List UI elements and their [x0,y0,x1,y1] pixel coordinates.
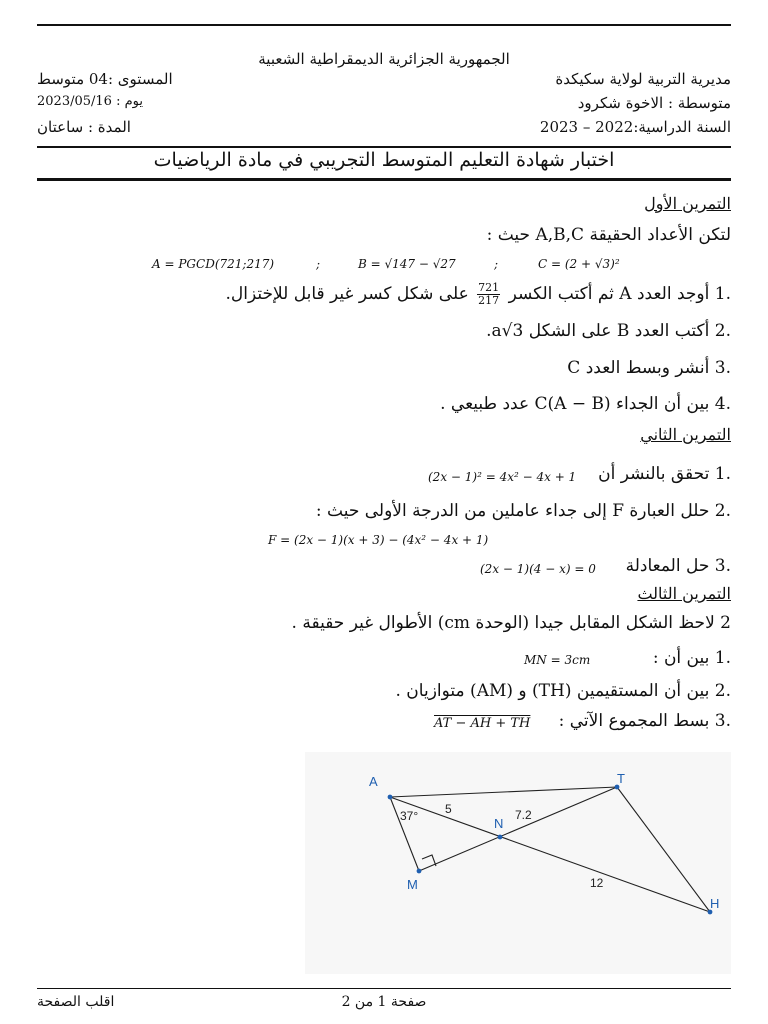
exercise-3-question-2 [395,681,731,701]
level: المستوى :04 متوسط [37,70,173,88]
question-number: .1 [714,464,731,484]
question-number: .2 [714,321,731,341]
question-number: .3 [714,358,731,378]
point-m [417,869,422,874]
duration: المدة : ساعتان [37,118,131,136]
republic-line: الجمهورية الجزائرية الديمقراطية الشعبية [258,50,510,68]
question-number: .1 [714,284,731,304]
fraction-numerator: 721 [478,281,500,294]
exercise-3-question-1 [653,648,731,668]
exercise-3-heading: التمرين الثالث [637,584,731,603]
identity-formula: (2x − 1)² = 4x² − 4x + 1 [428,470,577,484]
question-number: .4 [714,394,731,414]
exercise-1-intro: لتكن الأعداد الحقيقة A,B,C حيث : [486,225,731,245]
question-number: .3 [714,556,731,576]
geometry-figure [305,752,731,974]
exercise-2-question-2 [316,501,731,521]
question-text-end: على شكل كسر غير قابل للإختزال. [225,284,469,304]
footer-rule [37,988,731,989]
vector-sum: AT − AH + TH [434,716,531,731]
length-nh-label: 12 [590,876,604,890]
question-text: حلل العبارة F إلى جداء عاملين من الدرجة الأولى حيث : [315,501,710,521]
title-top-rule [37,146,731,148]
question-text: بسط المجموع الآتي : [558,711,710,731]
question-text: أوجد العدد A ثم أكتب الكسر [508,284,710,304]
separator-1: ; [316,257,321,271]
separator-2: ; [494,257,499,271]
exam-date: يوم : 2023/05/16 [37,94,143,109]
turn-page-note: اقلب الصفحة [37,994,115,1010]
question-text: أنشر وبسط العدد C [567,358,710,378]
question-text: بين أن المستقيمين (TH) و (AM) متوازيان . [395,681,710,701]
definition-c: C = (2 + √3)² [538,257,620,271]
point-n [498,835,503,840]
label-point-a: A [369,774,378,789]
exercise-3-intro: 2 لاحظ الشكل المقابل جيدا (الوحدة cm) الأطوال غير حقيقة . [291,613,731,633]
exercise-2-question-3 [626,556,731,576]
school-name: متوسطة : الاخوة شكرود [577,94,731,112]
page-number: صفحة 1 من 2 [341,994,427,1010]
question-text: تحقق بالنشر أن [598,464,710,484]
fraction [477,282,500,307]
exercise-3-question-3 [559,711,731,731]
fraction-denominator: 217 [478,294,500,307]
exercise-1-question-3 [567,358,731,378]
definition-b: B = √147 − √27 [358,257,456,271]
question-number: .2 [714,501,731,521]
school-year: السنة الدراسية:2022 – 2023 [539,118,731,136]
label-point-t: T [617,771,625,786]
question-number: .2 [714,681,731,701]
exam-title: اختبار شهادة التعليم المتوسط التجريبي في مادة الرياضيات [153,149,615,171]
question-number: .3 [714,711,731,731]
exercise-1-heading: التمرين الأول [644,194,731,213]
angle-label: 37° [400,809,419,823]
question-text: بين أن الجداء C(A − B) عدد طبيعي . [440,394,710,414]
equation: (2x − 1)(4 − x) = 0 [480,562,596,576]
expression-f: F = (2x − 1)(x + 3) − (4x² − 4x + 1) [268,533,489,547]
exercise-2-heading: التمرين الثاني [640,425,731,444]
question-text: حل المعادلة [625,556,710,576]
exercise-1-question-2 [486,321,731,341]
exercise-1-question-1 [226,282,732,307]
label-point-n: N [494,816,504,831]
definition-a: A = PGCD(721;217) [152,257,275,271]
exercise-2-question-1 [598,464,731,484]
top-rule [37,24,731,26]
directorate: مديرية التربية لولاية سكيكدة [555,70,731,88]
label-point-m: M [407,877,418,892]
question-text: بين أن : [652,648,710,668]
length-nt-label: 7.2 [515,808,532,822]
exercise-1-question-4 [440,394,731,414]
length-an-label: 5 [445,802,452,816]
mn-length: MN = 3cm [524,653,591,667]
label-point-h: H [710,896,720,911]
question-text: أكتب العدد B على الشكل a√3. [486,321,710,341]
title-bottom-rule [37,178,731,181]
question-number: .1 [714,648,731,668]
point-a [388,795,393,800]
